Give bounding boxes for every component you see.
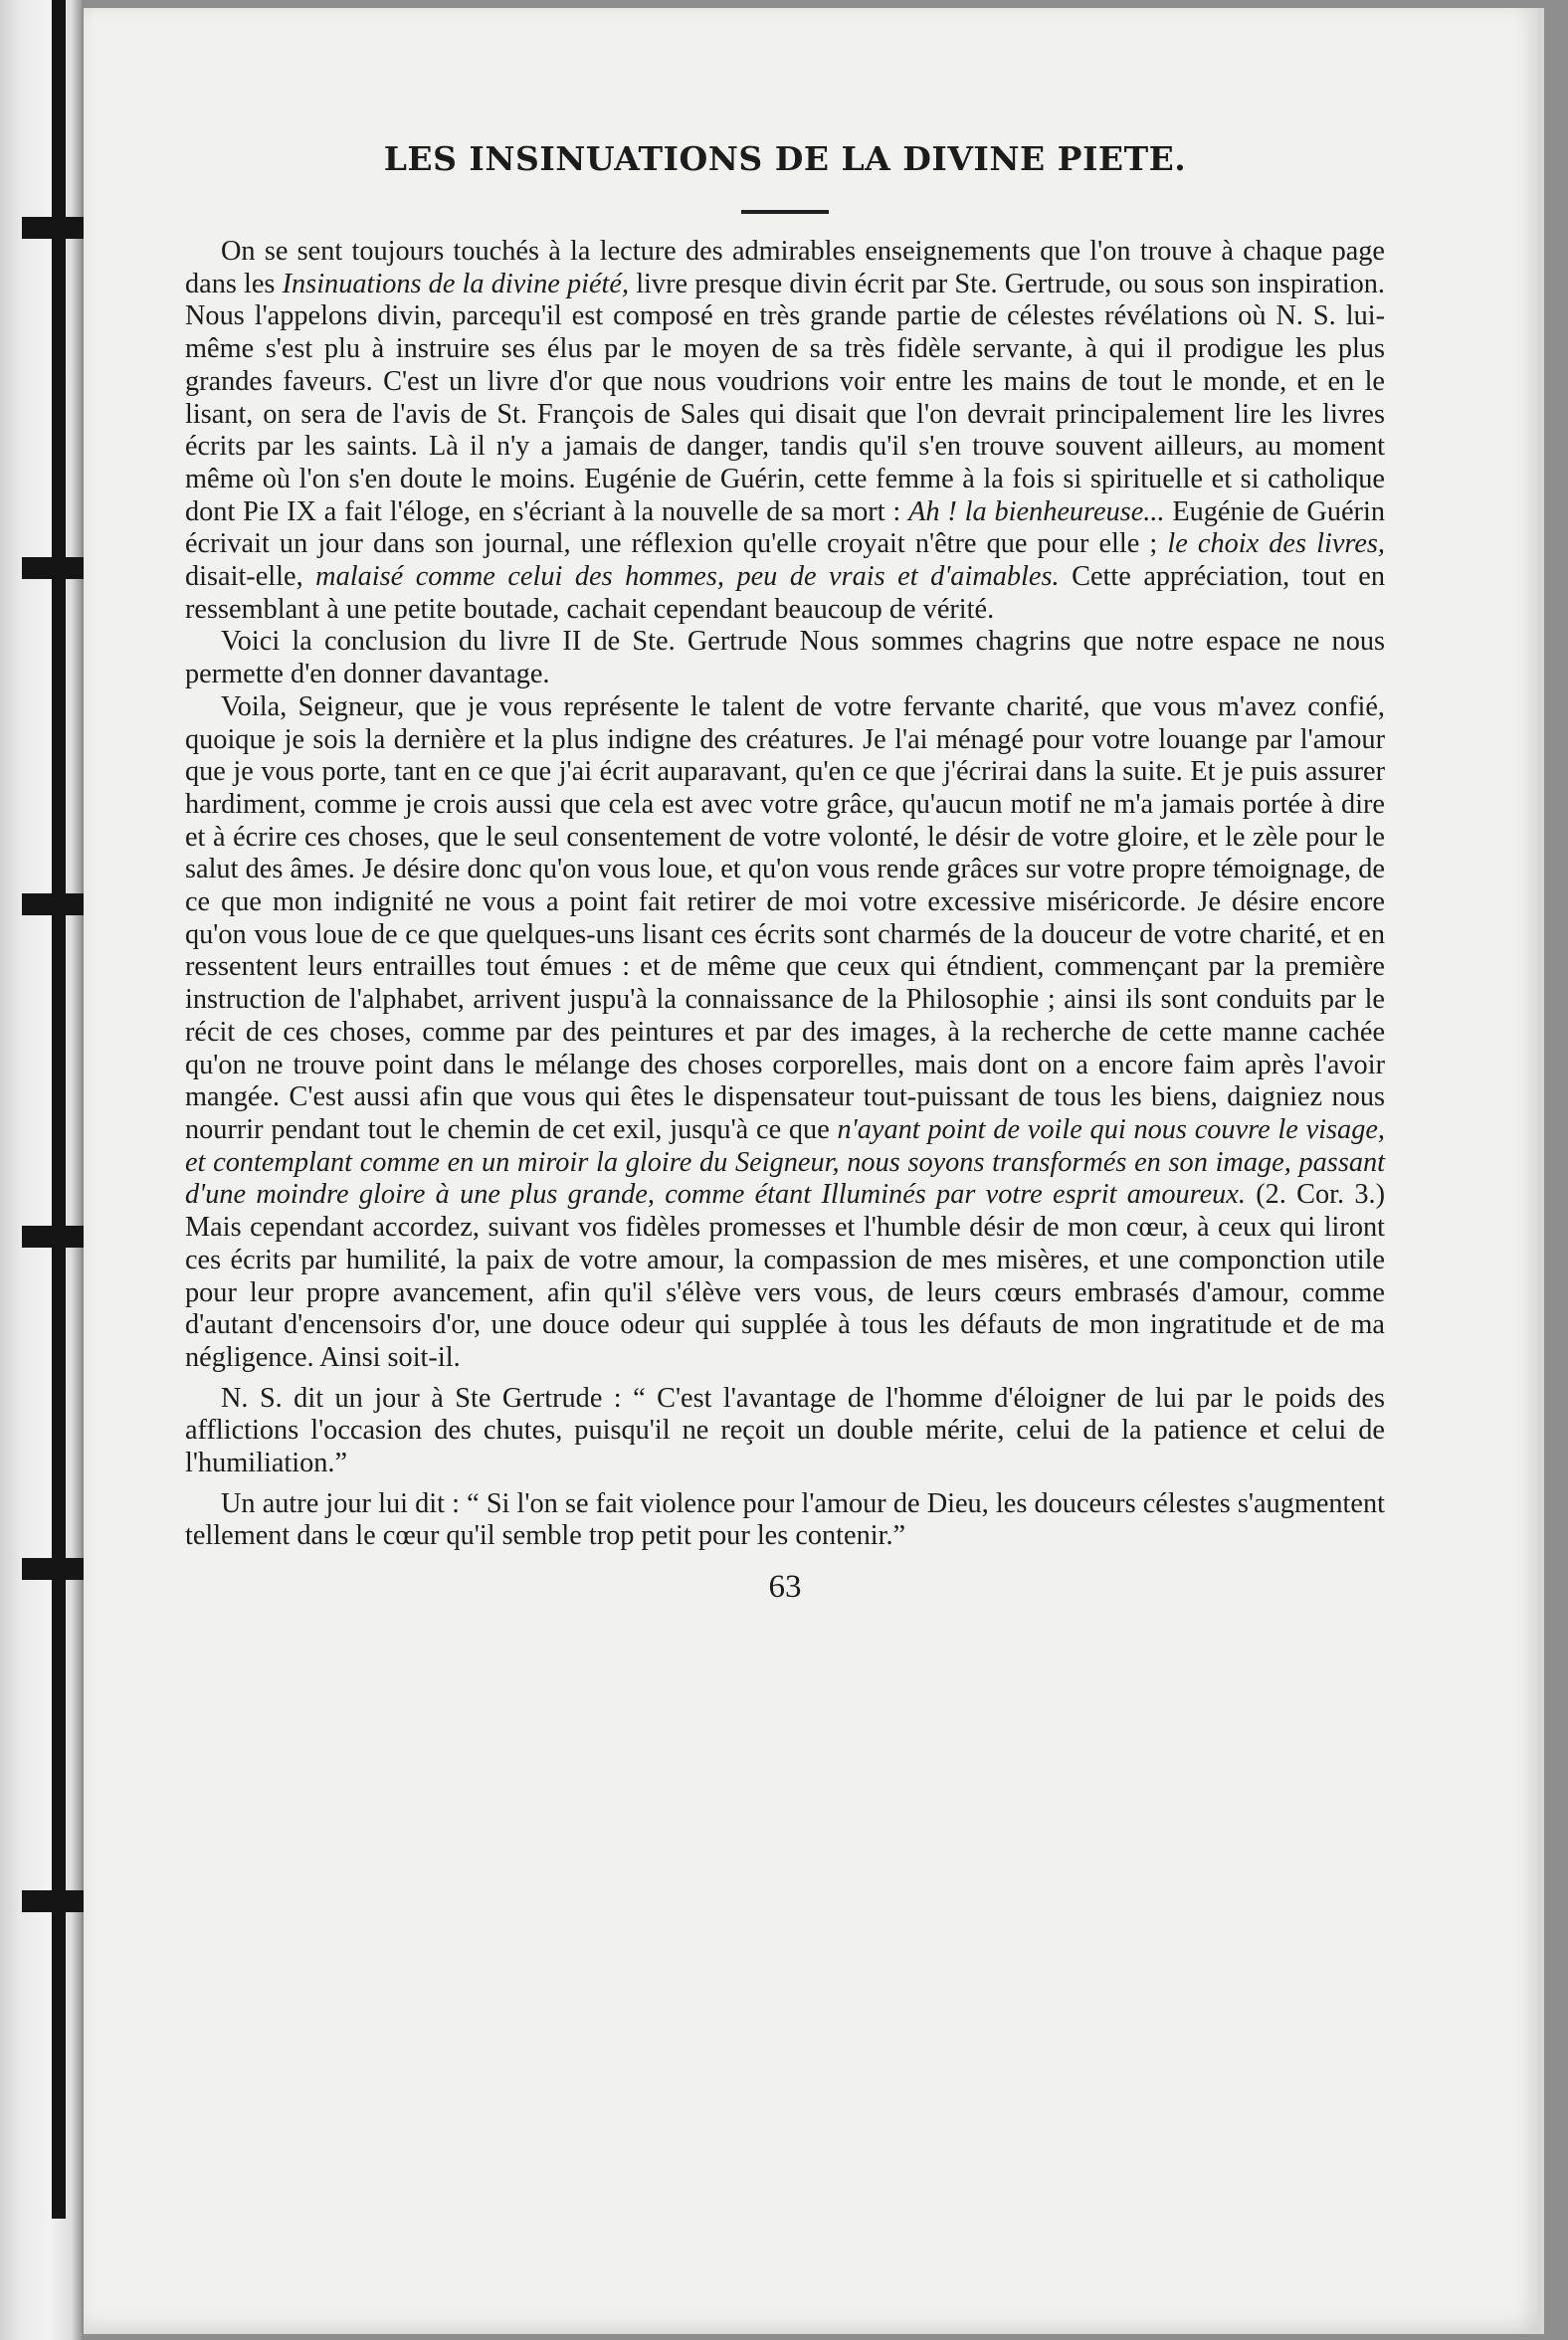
page-content [185, 139, 1385, 1606]
binding-stitch [22, 1890, 84, 1912]
text-segment: (2. Cor. 3.) Mais cependant accordez, suivant vos fidèles promesses et l'humble désir de mon cœur, à ceux qui liront ces écrits par humilité, la paix de votre amour, la compassion de mes misères, et une componction utile pour leur propre avancement, afin qu'il s'élève vers vous, de leurs cœurs embrasés d'amour, comme d'autant d'encensoirs d'or, une douce odeur qui supplée à tous les défauts de mon ingratitude et de ma négligence. Ainsi soit-il. [185, 1179, 1385, 1373]
page-number: 63 [768, 1569, 802, 1606]
page-title: LES INSINUATIONS DE LA DIVINE PIETE. [383, 139, 1187, 178]
body-paragraph [185, 691, 1385, 1375]
text-segment: Voici la conclusion du livre II de Ste. Gertrude Nous sommes chagrins que notre espace ne nous permette d'en donner davantage. [185, 626, 1385, 690]
binding-stitch [22, 1226, 84, 1248]
text-segment: livre presque divin écrit par Ste. Gertrude, ou sous son inspiration. Nous l'appelons divin, parcequ'il est composé en très grande partie de célestes révélations où N. S. lui-même s'est plu à instruire ses élus par le moyen de sa très fidèle servante, à qui il prodigue les plus grandes faveurs. C'est un livre d'or que nous voudrions voir entre les mains de tout le monde, et en le lisant, on sera de l'avis de St. François de Sales qui disait que l'on devrait principalement lire les livres écrits par les saints. Là il n'y a jamais de danger, tandis qu'il s'en trouve souvent ailleurs, au moment même où l'on s'en doute le moins. Eugénie de Guérin, cette femme à la fois si spirituelle et si catholique dont Pie IX a fait l'éloge, en s'écriant à la nouvelle de sa mort : [185, 268, 1385, 527]
binding-stitch [22, 217, 84, 239]
body-paragraph [185, 236, 1385, 626]
body-text [185, 236, 1385, 1553]
italic-text-segment: le choix des livres, [1167, 528, 1385, 560]
body-paragraph [185, 626, 1385, 690]
binding-stitch [22, 557, 84, 579]
title-divider [741, 210, 829, 214]
text-segment: disait-elle, [185, 561, 316, 593]
italic-text-segment: n'ayant point de voile qui nous couvre le visage, et contemplant comme en un miroir la gloire du Seigneur, nous soyons transformés en son image, passant d'une moindre gloire à une plus grande, comme étant Illuminés par votre esprit amoureux. [185, 1113, 1385, 1211]
italic-text-segment: Insinuations de la divine piété, [282, 268, 630, 299]
text-segment: N. S. dit un jour à Ste Gertrude : “ C'est l'avantage de l'homme d'éloigner de lui par le poids des afflictions l'occasion des chutes, puisqu'il ne reçoit un double mérite, celui de la patience et celui de l'humiliation.” [185, 1382, 1385, 1479]
text-segment: Voila, Seigneur, que je vous représente le talent de votre fervante charité, que vous m'avez confié, quoique je sois la dernière et la plus indigne des créatures. Je l'ai ménagé pour votre louange par l'amour que je vous porte, tant en ce que j'ai écrit auparavant, qu'en ce que j'écrirai dans la suite. Et je puis assurer hardiment, comme je crois aussi que cela est avec votre grâce, qu'aucun motif ne m'a jamais portée à dire et à écrire ces choses, que le seul consentement de votre volonté, le désir de votre gloire, et le zèle pour le salut des âmes. Je désire donc qu'on vous loue, et qu'on vous rende grâces sur votre propre témoignage, de ce que mon indignité ne vous a point fait retirer de moi votre excessive miséricorde. Je désire encore qu'on vous loue de ce que quelques-uns lisant ces écrits sont charmés de la douceur de votre charité, et en ressentent leurs entrailles tout émues : et de même que ceux qui étndient, commençant par la première instruction de l'alphabet, arrivent juspu'à la connaissance de la Philosophie ; ainsi ils sont conduits par le récit de ces choses, comme par des peintures et par des images, à la recherche de cette manne cachée qu'on ne trouve point dans le mélange des choses corporelles, mais dont on a encore faim après l'avoir mangée. C'est aussi afin que vous qui êtes le dispensateur tout-puissant de tous les biens, daigniez nous nourrir pendant tout le chemin de cet exil, jusqu'à ce que [185, 690, 1385, 1145]
italic-text-segment: malaisé comme celui des hommes, peu de vrais et d'aimables. [315, 561, 1060, 593]
binding-stitch [22, 893, 84, 915]
text-segment: Un autre jour lui dit : “ Si l'on se fait violence pour l'amour de Dieu, les douceurs célestes s'augmentent tellement dans le cœur qu'il semble trop petit pour les contenir.” [185, 1487, 1385, 1552]
book-binding-edge [0, 0, 82, 2340]
binding-stitch [22, 1558, 84, 1580]
italic-text-segment: Ah ! la bienheureuse... [908, 495, 1165, 527]
text-segment: Cette appréciation, tout en ressemblant à une petite boutade, cachait cependant beaucoup de vérité. [185, 561, 1385, 625]
body-paragraph [185, 1383, 1385, 1480]
text-segment: On se sent toujours touchés à la lecture des admirables enseignements que l'on trouve à chaque page dans les [185, 236, 1385, 299]
text-segment: Eugénie de Guérin écrivait un jour dans son journal, une réflexion qu'elle croyait n'être que pour elle ; [185, 495, 1385, 560]
binding-stitch-thread [52, 0, 66, 2219]
body-paragraph [185, 1488, 1385, 1553]
